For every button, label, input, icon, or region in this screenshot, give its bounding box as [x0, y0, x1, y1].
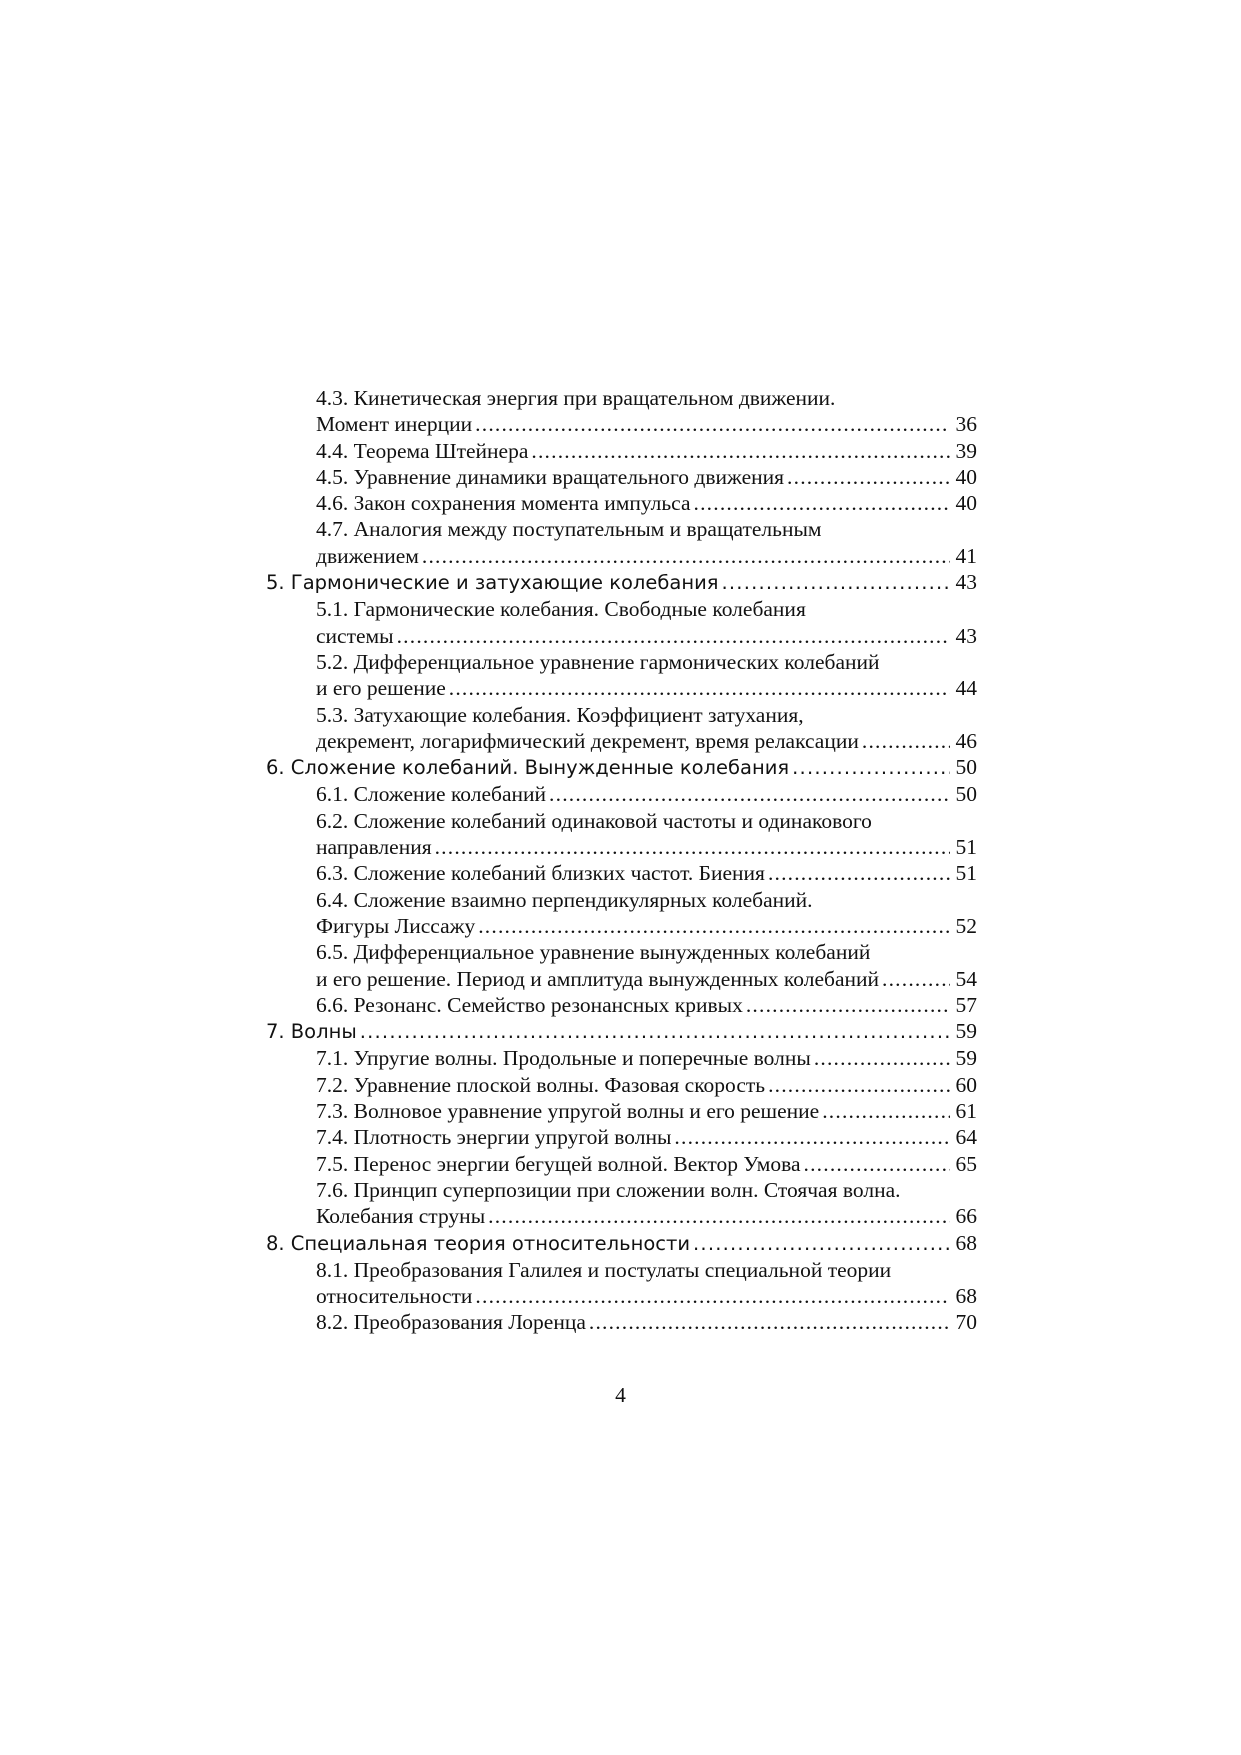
toc-leader-dots: [792, 755, 950, 781]
toc-line: 6.2. Сложение колебаний одинаковой частоты и одинакового: [316, 808, 872, 833]
toc-section: [266, 464, 977, 490]
toc-leader-dots: [475, 1283, 950, 1309]
toc-entry-title: 4.5. Уравнение динамики вращательного движения: [316, 464, 785, 489]
toc-page-number: 59: [955, 1046, 977, 1071]
toc-line: [266, 490, 977, 516]
toc-line: 8.1. Преобразования Галилея и постулаты специальной теории: [316, 1257, 892, 1282]
toc-line: [266, 1018, 977, 1045]
toc-leader-dots: [478, 913, 950, 939]
toc-entry-title: 6.3. Сложение колебаний близких частот. Биения: [316, 861, 765, 886]
toc-line: [266, 992, 977, 1018]
toc-leader-dots: [674, 1124, 950, 1150]
toc-section: [266, 1309, 977, 1335]
toc-entry-title: 4.4. Теорема Штейнера: [316, 438, 529, 463]
toc-entry-title: 7.4. Плотность энергии упругой волны: [316, 1125, 672, 1150]
toc-line: [266, 675, 977, 701]
toc-page-number: 46: [955, 728, 977, 753]
toc-entry-title: и его решение. Период и амплитуда вынужденных колебаний: [316, 966, 880, 991]
toc-entry-title: Колебания струны: [316, 1204, 486, 1229]
toc-page-number: 43: [955, 623, 977, 648]
toc-line: [266, 834, 977, 860]
toc-page-number: 64: [955, 1125, 977, 1150]
toc-section: [266, 939, 977, 992]
toc-entry-title: 4.6. Закон сохранения момента импульса: [316, 491, 691, 516]
toc-leader-dots: [475, 411, 950, 437]
toc-line: 6.5. Дифференциальное уравнение вынужденных колебаний: [316, 940, 871, 965]
toc-page-number: 36: [955, 412, 977, 437]
toc-section: [266, 649, 977, 702]
toc-leader-dots: [360, 1019, 950, 1045]
toc-line: [266, 1098, 977, 1124]
toc-page-number: 59: [955, 1019, 977, 1044]
toc-leader-dots: [589, 1309, 950, 1335]
page-number: 4: [615, 1383, 626, 1407]
toc-page-number: 51: [955, 835, 977, 860]
toc-entry-title: Фигуры Лиссажу: [316, 913, 476, 938]
toc-page-number: 40: [955, 491, 977, 516]
toc-section: [266, 781, 977, 807]
toc-leader-dots: [814, 1045, 950, 1071]
toc-section: [266, 1257, 977, 1310]
toc-page-number: 51: [955, 861, 977, 886]
toc-leader-dots: [722, 570, 951, 596]
toc-line: [266, 1124, 977, 1150]
toc-section: [266, 702, 977, 755]
toc-line: [266, 411, 977, 437]
toc-line: 7.6. Принцип суперпозиции при сложении волн. Стоячая волна.: [316, 1177, 901, 1202]
toc-line: [266, 623, 977, 649]
toc-entry-title: системы: [316, 623, 394, 648]
toc-page-number: 70: [955, 1310, 977, 1335]
toc-line: 5.3. Затухающие колебания. Коэффициент затухания,: [316, 702, 804, 727]
toc-leader-dots: [746, 992, 950, 1018]
toc-line: 6.4. Сложение взаимно перпендикулярных колебаний.: [316, 887, 813, 912]
toc-line: [266, 966, 977, 992]
toc-section: [266, 860, 977, 886]
toc-leader-dots: [435, 834, 950, 860]
toc-line: [266, 543, 977, 569]
toc-section: [266, 596, 977, 649]
toc-entry-title: 8.2. Преобразования Лоренца: [316, 1310, 586, 1335]
toc-leader-dots: [862, 728, 950, 754]
toc-line: 5.2. Дифференциальное уравнение гармонических колебаний: [316, 649, 880, 674]
toc-entry-title: направления: [316, 835, 432, 860]
toc-leader-dots: [822, 1098, 950, 1124]
toc-section: [266, 1045, 977, 1071]
table-of-contents: [266, 385, 977, 1336]
toc-line: [266, 1045, 977, 1071]
toc-page-number: 39: [955, 438, 977, 463]
toc-page-number: 57: [955, 992, 977, 1017]
toc-line: [266, 1283, 977, 1309]
toc-page-number: 60: [955, 1072, 977, 1097]
toc-page-number: 43: [955, 570, 977, 595]
toc-entry-title: 7.1. Упругие волны. Продольные и поперечные волны: [316, 1046, 811, 1071]
toc-line: [266, 438, 977, 464]
toc-line: [266, 754, 977, 781]
toc-leader-dots: [531, 438, 950, 464]
toc-entry-title: и его решение: [316, 676, 446, 701]
toc-entry-title: 7.2. Уравнение плоской волны. Фазовая скорость: [316, 1072, 766, 1097]
toc-entry-title: Момент инерции: [316, 412, 473, 437]
toc-section: [266, 1098, 977, 1124]
toc-leader-dots: [449, 675, 950, 701]
toc-section: [266, 438, 977, 464]
toc-line: [266, 569, 977, 596]
toc-line: [266, 728, 977, 754]
toc-page-number: 65: [955, 1151, 977, 1176]
toc-section: [266, 808, 977, 861]
toc-section: [266, 490, 977, 516]
toc-line: 4.7. Аналогия между поступательным и вращательным: [316, 517, 822, 542]
toc-line: [266, 913, 977, 939]
toc-page-number: 40: [955, 464, 977, 489]
toc-line: [266, 1072, 977, 1098]
toc-entry-title: 8. Специальная теория относительности: [266, 1231, 691, 1255]
toc-leader-dots: [804, 1151, 950, 1177]
toc-entry-title: 6. Сложение колебаний. Вынужденные колебания: [266, 756, 790, 780]
toc-leader-dots: [787, 464, 950, 490]
toc-line: [266, 860, 977, 886]
toc-line: [266, 1309, 977, 1335]
toc-line: [266, 781, 977, 807]
toc-chapter: [266, 754, 977, 781]
toc-section: [266, 992, 977, 1018]
toc-section: [266, 1151, 977, 1177]
toc-entry-title: движением: [316, 543, 419, 568]
toc-page-number: 52: [955, 913, 977, 938]
toc-chapter: [266, 1018, 977, 1045]
toc-line: [266, 1203, 977, 1229]
toc-line: [266, 464, 977, 490]
toc-page-number: 68: [955, 1230, 977, 1255]
toc-entry-title: 6.1. Сложение колебаний: [316, 782, 547, 807]
toc-entry-title: 7.5. Перенос энергии бегущей волной. Вектор Умова: [316, 1151, 801, 1176]
toc-leader-dots: [488, 1203, 950, 1229]
toc-leader-dots: [768, 1072, 950, 1098]
toc-leader-dots: [422, 543, 950, 569]
toc-leader-dots: [882, 966, 950, 992]
toc-page-number: 68: [955, 1284, 977, 1309]
toc-line: [266, 1151, 977, 1177]
toc-entry-title: 5. Гармонические и затухающие колебания: [266, 571, 719, 595]
toc-page-number: 41: [955, 543, 977, 568]
toc-entry-title: 7.3. Волновое уравнение упругой волны и его решение: [316, 1099, 820, 1124]
toc-section: [266, 385, 977, 438]
toc-leader-dots: [397, 623, 950, 649]
toc-section: [266, 887, 977, 940]
toc-section: [266, 1177, 977, 1230]
toc-section: [266, 1124, 977, 1150]
toc-section: [266, 1072, 977, 1098]
toc-page-number: 66: [955, 1204, 977, 1229]
toc-section: [266, 516, 977, 569]
toc-line: [266, 1230, 977, 1257]
toc-page-number: 50: [955, 755, 977, 780]
toc-page-number: 50: [955, 782, 977, 807]
toc-leader-dots: [693, 1231, 950, 1257]
toc-chapter: [266, 569, 977, 596]
toc-leader-dots: [694, 490, 950, 516]
toc-leader-dots: [549, 781, 950, 807]
toc-page-number: 54: [955, 966, 977, 991]
toc-entry-title: относительности: [316, 1284, 473, 1309]
toc-entry-title: 6.6. Резонанс. Семейство резонансных кривых: [316, 992, 743, 1017]
toc-page-number: 44: [955, 676, 977, 701]
toc-leader-dots: [768, 860, 950, 886]
toc-page-number: 61: [955, 1099, 977, 1124]
toc-entry-title: 7. Волны: [266, 1020, 357, 1044]
toc-line: 5.1. Гармонические колебания. Свободные колебания: [316, 597, 806, 622]
toc-chapter: [266, 1230, 977, 1257]
toc-entry-title: декремент, логарифмический декремент, время релаксации: [316, 728, 859, 753]
toc-line: 4.3. Кинетическая энергия при вращательном движении.: [316, 386, 836, 410]
